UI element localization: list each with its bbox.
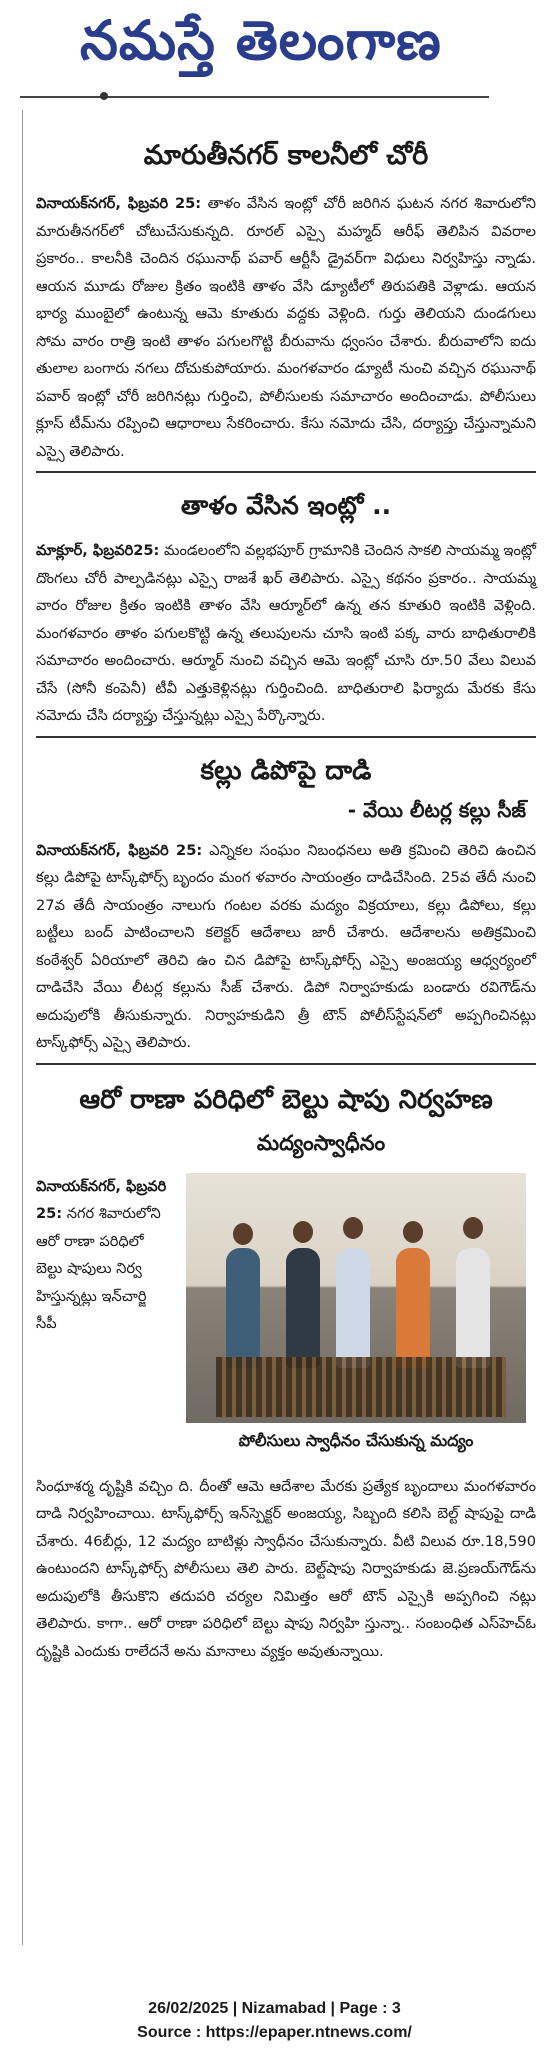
article-subhead: - వేయి లీటర్ల కల్లు సీజ్ [347,797,526,822]
article-headline: మారుతీనగర్ కాలనీలో చోరీ [143,140,429,171]
article-lead-block [36,1173,536,1473]
seized-bottles [216,1357,506,1417]
article-photo [186,1173,526,1423]
article [36,118,536,473]
article-body [36,837,536,1057]
article-dateline: వినాయక్‌నగర్, ఫిబ్రవరి 25: [36,841,203,859]
column-divider [22,110,23,1945]
article-dateline: మాక్లూర్, ఫిబ్రవరి25: [36,542,160,559]
article-headline: తాళం వేసిన ఇంట్లో .. [180,491,392,520]
article [36,473,536,738]
article-dateline: వినాయక్‌నగర్, ఫిబ్రవరి 25: [36,195,202,212]
article-text: ఎన్నికల సంఘం నిబంధనలు అతి క్రమించి తెరిచి ఉంచిన కల్లు డిపోపై టాస్క్‌ఫోర్స్ బృందం మంగ ళవారం సాయంత్రం దాడిచేసింది. 25వ తేదీ నుంచి 27వ తేదీ సాయంత్రం నాలుగు గంటల వరకు మద్యం విక్రయాలు, కల్లు డిపోలు, కల్లు బట్టీలు బంద్ పాటించాలని కలెక్టర్ ఆదేశాలు జారీ చేశారు. ఆదేశాలను అతిక్రమించి కంఠేశ్వర్ ఏరియాలో తెరిచి ఉం చిన డిపోపై టాస్క్‌ఫోర్స్ ఎస్సై అంజయ్య ఆధ్వర్యంలో దాడిచేసి వేయి లీటర్ల కల్లును సీజ్ చేశారు. డిపో నిర్వాహకుడు బండారు రవిగౌడ్‌ను అదుపులోకి తీసుకున్నారు. నిర్వాహకుడిని త్రీ టౌన్ పోలీస్‌స్టేషన్‌లో అప్పగించినట్లు టాస్క్‌ఫోర్స్ ఎస్సై తెలిపారు. [36,841,537,1051]
article-column [36,118,536,1665]
article-text: నగర శివారులోని ఆరో రాణా పరిధిలో బెల్టు షాపులు నిర్వ హిస్తున్నట్లు ఇన్‌చార్జి సీపీ [36,1205,161,1332]
article-text: మండలంలోని వల్లభపూర్ గ్రామానికి చెందిన సాకలి సాయమ్మ ఇంట్లో దొంగలు చోరీ పాల్పడినట్లు ఎస్సై రాజశే ఖర్ తెలిపారు. ఎస్సై కథనం ప్రకారం.. సాయమ్మ వారం రోజుల క్రితం ఇంటికి తాళం వేసి ఆర్మూర్‌లో ఉన్న తన కూతురి ఇంటికి వెళ్లింది. మంగళవారం తాళం పగులకొట్టి ఉన్న తలుపులను చూసి ఇంటి పక్క వారు బాధితురాలికి సమాచారం అందించారు. ఆర్మూర్ నుంచి వచ్చిన ఆమె ఇంట్లో చూసి రూ.50 వేలు విలువ చేసే (సోనీ కంపెనీ) టీవీ ఎత్తుకెళ్లినట్లు గుర్తించింది. బాధితురాలి ఫిర్యాదు మేరకు కేసు నమోదు చేసి దర్యాప్తు చేస్తున్నట్లు ఎస్సై పేర్కొన్నారు. [36,542,536,724]
article-body-continued: సింధూశర్మ దృష్టికి వచ్చిం ది. దీంతో ఆమె ఆదేశాల మేరకు ప్రత్యేక బృందాలు మంగళవారం దాడి నిర్వహించాయి. టాస్క్‌ఫోర్స్ ఇన్‌స్పెక్టర్ అంజయ్య, సిబ్బంది కలిసి బెల్ట్ షాపుపై దాడి చేశారు. 46బీర్లు, 12 మద్యం బాటిళ్లు స్వాధీనం చేసుకున్నారు. వీటి విలువ రూ.18,590 ఉంటుందని టాస్క్‌ఫోర్స్ పోలీసులు తెలి పారు. బెల్ట్‌షాపు నిర్వాహకుడు జె.ప్రణయ్‌గౌడ్‌ను అదుపులోకి తీసుకొని తదుపరి చర్యల నిమిత్తం ఆరో టౌన్ ఎస్సైకి అప్పగించి నట్లు తెలిపారు. కాగా.. ఆరో రాణా పరిధిలో బెల్టు షాపు నిర్వహి స్తున్నా.. సంబంధిత ఎస్‌హెచ్‌ఓ దృష్టికి ఎందుకు రాలేదనే అను మానాలు వ్యక్తం అవుతున్నాయి. [36,1477,536,1660]
article-headline: ఆరో రాణా పరిధిలో బెల్టు షాపు నిర్వహణ [79,1084,493,1115]
article-headline: కల్లు డిపోపై దాడి [200,755,372,786]
newspaper-logo: నమస్తే తెలంగాణ [80,8,442,72]
article [36,1065,536,1666]
article [36,738,536,1065]
article-photo-block [186,1173,526,1473]
article-dateline: వినాయక్‌నగర్, ఫిబ్రవరి 25: [36,1177,167,1222]
masthead-dot [100,92,108,100]
article-body [36,1173,171,1338]
article-body [36,537,536,730]
footer-source: Source : https://epaper.ntnews.com/ [137,2024,412,2041]
article-body [36,190,536,465]
article-text: తాళం వేసిన ఇంట్లో చోరీ జరిగిన ఘటన నగర శివారులోని మారుతీనగర్‌లో చోటుచేసుకున్నది. రూరల్ ఎస్సై మహ్మద్ ఆరీఫ్ తెలిపిన వివరాల ప్రకారం.. కాలనీకి చెందిన రఘునాథ్ పవార్ ఆర్టీసీ డ్రైవర్‌గా విధులు నిర్వహిస్తు న్నాడు. ఆయన మూడు రోజుల క్రితం ఇంటికి తాళం వేసి డ్యూటీలో తిరుపతికి వెళ్లాడు. ఆయన భార్య ముంబైలో ఉంటున్న ఆమె కూతురు వద్దకు వెళ్లింది. గుర్తు తెలియని దుండగులు సోమ వారం రాత్రి ఇంటి తాళం పగులగొట్టి బీరువాను ధ్వంసం చేశారు. బీరువాలోని ఐదు తులాల బంగారు నగలు దోచుకుపోయారు. మంగళవారం డ్యూటీ నుంచి వచ్చిన రఘునాథ్ పవార్ ఇంట్లో చోరీ జరిగినట్లు గుర్తించి, పోలీసులకు సమాచారం అందించాడు. పోలీసులు క్లూస్ టీమ్‌ను రప్పించి ఆధారాలు సేకరించారు. కేసు నమోదు చేసి, దర్యాప్తు చేస్తున్నామని ఎస్సై తెలిపారు. [36,195,536,460]
article-subhead: మద్యంస్వాధీనం [256,1130,386,1155]
photo-caption: పోలీసులు స్వాధీనం చేసుకున్న మద్యం [238,1430,474,1450]
masthead-divider [20,96,489,98]
masthead [0,0,549,110]
footer-edition-info: 26/02/2025 | Nizamabad | Page : 3 [148,2000,401,2017]
